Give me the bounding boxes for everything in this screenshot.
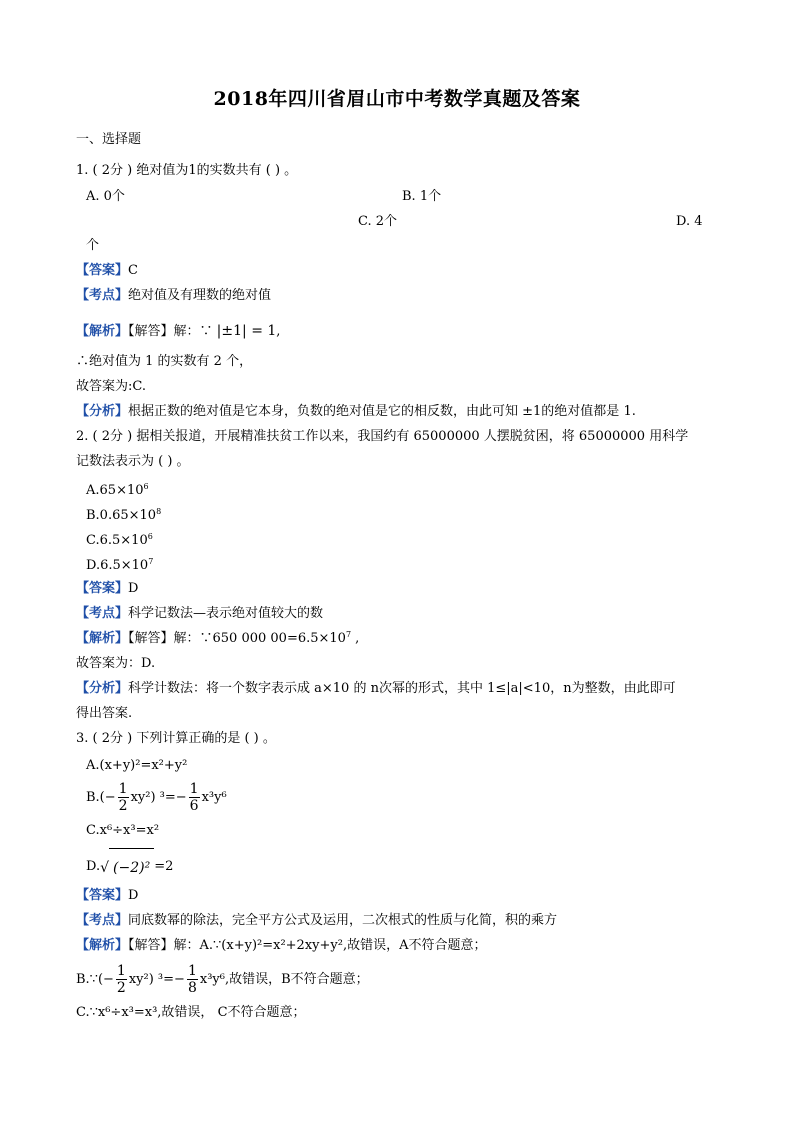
q2-fenxi-line2: 得出答案. [76, 706, 133, 721]
q3-option-b-frac1 [118, 781, 129, 814]
q3-point [76, 912, 557, 930]
q2-option-c-exp: 6 [147, 532, 153, 541]
q3-option-b-frac2 [189, 781, 200, 814]
answer-tag: 【答案】 [76, 888, 129, 903]
q2-analysis-text: 【解答】解：∵650 000 00=6.5×10 [128, 631, 346, 646]
analysis-tag: 【解析】 [76, 324, 129, 339]
q2-stem-line1: 2. ( 2分 ) 据相关报道，开展精准扶贫工作以来，我国约有 65000000 人摆脱贫困，将 65000000 用科学 [76, 429, 689, 444]
q3-option-c: C.x⁶÷x³=x² [86, 823, 160, 838]
q1-option-c: C. 2个 [358, 214, 398, 229]
q1-analysis-pre: 【解答】解：∵ [128, 324, 213, 339]
frac-denominator: 2 [118, 798, 128, 814]
q2-option-a-exp: 6 [143, 482, 149, 491]
frac-numerator: 1 [189, 781, 199, 797]
q1-analysis [76, 322, 280, 341]
q1-option-d: D. 4 [676, 214, 703, 229]
q1-point-text: 绝对值及有理数的绝对值 [128, 288, 272, 303]
q3-option-b-mid: xy²) ³=− [130, 790, 187, 805]
analysis-tag: 【解析】 [76, 938, 129, 953]
sqrt-symbol: √ (−2)² [100, 848, 154, 885]
q2-answer [76, 580, 138, 598]
q1-analysis-math: |±1| = 1 [216, 323, 277, 339]
section-heading: 一、选择题 [76, 132, 142, 147]
q2-point-text: 科学记数法—表示绝对值较大的数 [128, 606, 324, 621]
fenxi-tag: 【分析】 [76, 681, 129, 696]
point-tag: 【考点】 [76, 606, 129, 621]
q3-analysis-line-c: C.∵x⁶÷x³=x³,故错误， C不符合题意； [76, 1005, 306, 1020]
frac-denominator: 2 [116, 980, 126, 996]
q3-answer [76, 887, 138, 905]
q3-analysis-text: 【解答】解：A.∵(x+y)²=x²+2xy+y²,故错误，A不符合题意； [128, 938, 487, 953]
frac-numerator: 1 [116, 963, 126, 979]
q3-option-b [86, 778, 227, 818]
frac-denominator: 8 [187, 980, 197, 996]
q2-option-d-text: D.6.5×10 [86, 558, 149, 573]
q2-option-a-text: A.65×10 [86, 483, 144, 498]
q3-answer-value: D [128, 888, 139, 903]
q3-line-b-mid: xy²) ³=− [128, 972, 185, 987]
q3-point-text: 同底数幂的除法，完全平方公式及运用，二次根式的性质与化简，积的乘方 [128, 913, 558, 928]
q2-option-d-exp: 7 [148, 557, 154, 566]
q1-analysis-line3: 故答案为:C. [76, 379, 146, 394]
sqrt-radicand: (−2)² [109, 848, 154, 885]
q3-option-a: A.(x+y)²=x²+y² [86, 758, 188, 773]
q3-line-b-pre: B.∵(− [76, 972, 114, 987]
q1-fenxi-text: 根据正数的绝对值是它本身，负数的绝对值是它的相反数，由此可知 ±1的绝对值都是 1. [128, 404, 636, 419]
answer-tag: 【答案】 [76, 581, 129, 596]
q2-fenxi-text: 科学计数法：将一个数字表示成 a×10 的 n次幂的形式，其中 1≤|a|<10，n为整数，由此即可 [128, 681, 676, 696]
q2-option-d [86, 557, 153, 575]
document-title: 2018年四川省眉山市中考数学真题及答案 [213, 88, 581, 110]
q2-option-b-text: B.0.65×10 [86, 508, 157, 523]
q1-point [76, 287, 271, 305]
point-tag: 【考点】 [76, 913, 129, 928]
frac-numerator: 1 [118, 781, 128, 797]
q2-point [76, 605, 323, 623]
q2-analysis [76, 630, 359, 648]
fenxi-tag: 【分析】 [76, 404, 129, 419]
q3-line-b-post: x³y⁶,故错误，B不符合题意； [199, 972, 369, 987]
q1-fenxi [76, 403, 636, 421]
q1-option-d-cont: 个 [86, 238, 100, 253]
q1-answer-value: C [128, 263, 138, 278]
q2-fenxi [76, 680, 676, 698]
q1-answer [76, 262, 138, 280]
q2-analysis-post: , [351, 631, 360, 646]
q3-analysis-line-b [76, 960, 369, 1000]
answer-tag: 【答案】 [76, 263, 129, 278]
frac-denominator: 6 [189, 798, 199, 814]
q2-option-b-exp: 8 [156, 507, 162, 516]
q1-option-a: A. 0个 [86, 189, 125, 204]
q1-analysis-line2: ∴绝对值为 1 的实数有 2 个， [76, 354, 253, 369]
frac-numerator: 1 [187, 963, 197, 979]
q2-analysis-line2: 故答案为：D. [76, 656, 156, 671]
q3-option-d-post: =2 [154, 859, 174, 874]
q3-line-b-frac2 [187, 963, 198, 996]
analysis-tag: 【解析】 [76, 631, 129, 646]
q1-analysis-post: , [276, 324, 281, 339]
q2-option-b [86, 507, 161, 525]
q2-stem-line2: 记数法表示为 ( ) 。 [76, 454, 190, 469]
q3-option-d [86, 848, 173, 885]
point-tag: 【考点】 [76, 288, 129, 303]
q2-analysis-exp: 7 [345, 630, 352, 639]
q3-option-d-pre: D. [86, 859, 101, 874]
q2-answer-value: D [128, 581, 139, 596]
q1-stem: 1. ( 2分 ) 绝对值为1的实数共有 ( ) 。 [76, 163, 298, 178]
q3-option-b-post: x³y⁶ [201, 790, 227, 805]
q3-option-b-pre: B.(− [86, 790, 116, 805]
q3-analysis [76, 937, 486, 955]
q3-line-b-frac1 [116, 963, 127, 996]
q2-option-c [86, 532, 153, 550]
q3-stem: 3. ( 2分 ) 下列计算正确的是 ( ) 。 [76, 731, 276, 746]
q1-option-b: B. 1个 [402, 189, 442, 204]
q2-option-c-text: C.6.5×10 [86, 533, 148, 548]
q2-option-a [86, 482, 149, 500]
